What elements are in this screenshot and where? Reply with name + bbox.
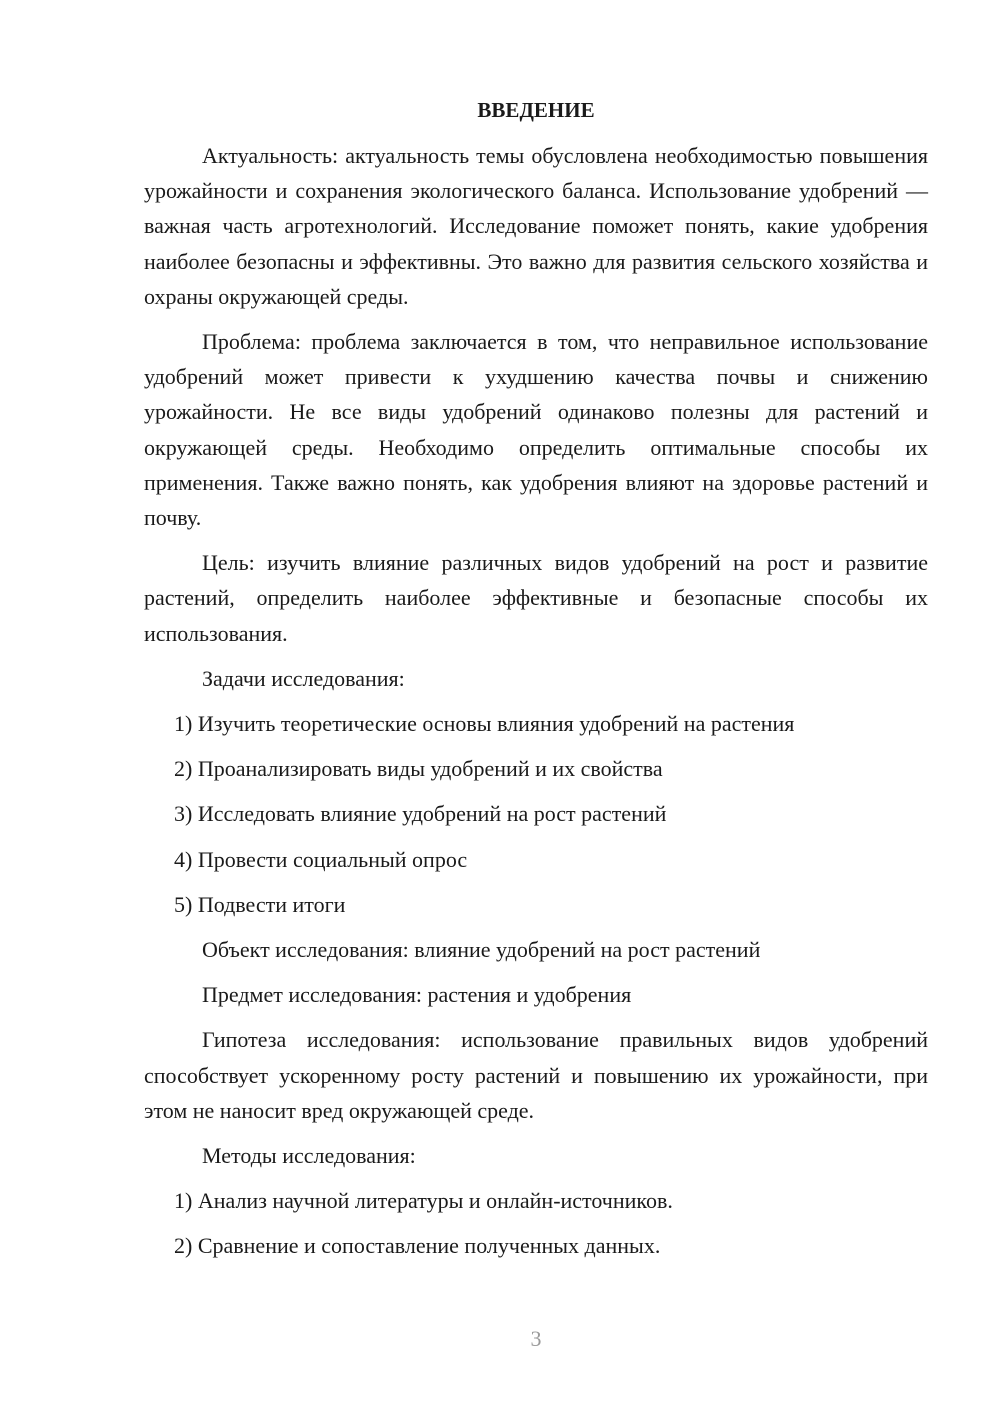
relevance-paragraph: Актуальность: актуальность темы обусловлена необходимостью повышения урожайности и сохранения экологического баланса. Использование удобрений — важная часть агротехнологий. Исследование поможет понять, какие удобрения наиболее безопасны и эффективны. Это важно для развития сельского хозяйства и охраны окружающей среды. (144, 143, 928, 309)
hypothesis-paragraph: Гипотеза исследования: использование правильных видов удобрений способствует ускоренному росту растений и повышению их урожайности, при этом не наносит вред окружающей среде. (144, 1027, 928, 1123)
task-item: 2) Проанализировать виды удобрений и их свойства (174, 756, 663, 782)
page-number: 3 (530, 1326, 542, 1351)
goal-paragraph: Цель: изучить влияние различных видов удобрений на рост и развитие растений, определить наиболее эффективные и безопасные способы их использования. (144, 550, 928, 646)
page-content (144, 94, 928, 1274)
task-item: 3) Исследовать влияние удобрений на рост растений (174, 801, 667, 827)
research-object: Объект исследования: влияние удобрений на рост растений (202, 937, 761, 963)
research-subject: Предмет исследования: растения и удобрения (202, 982, 632, 1008)
task-item: 1) Изучить теоретические основы влияния удобрений на растения (174, 711, 795, 737)
method-item: 2) Сравнение и сопоставление полученных данных. (174, 1233, 661, 1259)
problem-paragraph: Проблема: проблема заключается в том, что неправильное использование удобрений может привести к ухудшению качества почвы и снижению урожайности. Не все виды удобрений одинаково полезны для растений и окружающей среды. Необходимо определить оптимальные способы их применения. Также важно понять, как удобрения влияют на здоровье растений и почву. (144, 329, 928, 531)
methods-heading: Методы исследования: (202, 1143, 416, 1169)
tasks-heading: Задачи исследования: (202, 665, 405, 691)
method-item: 1) Анализ научной литературы и онлайн-источников. (174, 1188, 673, 1214)
task-item: 5) Подвести итоги (174, 891, 346, 917)
task-item: 4) Провести социальный опрос (174, 846, 468, 872)
page-title: ВВЕДЕНИЕ (477, 98, 595, 122)
